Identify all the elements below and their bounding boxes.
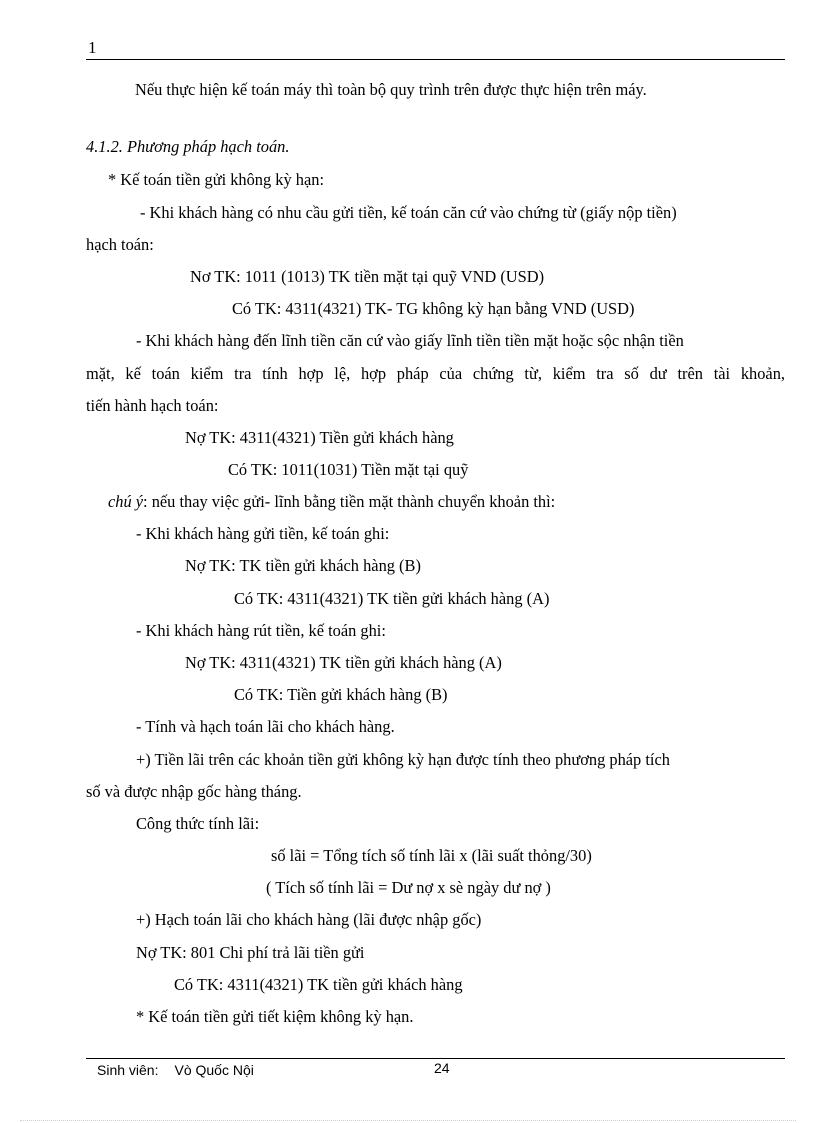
footer-page-number: 24 [434,1060,450,1076]
paragraph-line: số và được nhập gốc hàng tháng. [86,782,302,801]
paragraph-line: - Tính và hạch toán lãi cho khách hàng. [136,717,395,736]
accounting-entry-debit: Nợ TK: 4311(4321) Tiền gửi khách hàng [185,428,454,447]
paragraph-line: - Khi khách hàng đến lĩnh tiền căn cứ vào giấy lĩnh tiền tiền mặt hoặc sộc nhận tiền [136,331,684,350]
note-text: : nếu thay việc gửi- lĩnh bằng tiền mặt thành chuyển khoản thì: [143,492,556,511]
header-rule [86,59,785,60]
footer-rule [86,1058,785,1059]
paragraph-line: tiến hành hạch toán: [86,396,219,415]
page-number: 1 [88,38,97,57]
footer-student [97,1062,254,1078]
student-name: Vò Quốc Nội [174,1062,254,1078]
accounting-entry-credit: Có TK: Tiền gửi khách hàng (B) [234,685,448,704]
subsection-heading: * Kế toán tiền gửi tiết kiệm không kỳ hạn. [136,1007,414,1026]
accounting-entry-credit: Có TK: 4311(4321) TK- TG không kỳ hạn bằng VND (USD) [232,299,635,318]
formula-line: số lãi = Tổng tích số tính lãi x (lãi suất thỏng/30) [271,846,592,865]
accounting-entry-debit: Nơ TK: 1011 (1013) TK tiền mặt tại quỹ VND (USD) [190,267,545,286]
paragraph-line: Nếu thực hiện kế toán máy thì toàn bộ quy trình trên được thực hiện trên máy. [135,80,647,99]
paragraph-line: hạch toán: [86,235,154,254]
formula-line: ( Tích số tính lãi = Dư nợ x sè ngày dư nợ ) [266,878,551,897]
paragraph-line: - Khi khách hàng rút tiền, kế toán ghi: [136,621,386,640]
accounting-entry-credit: Có TK: 4311(4321) TK tiền gửi khách hàng [174,975,463,994]
section-heading: 4.1.2. Phương pháp hạch toán. [86,137,290,156]
paragraph-line: mặt, kế toán kiểm tra tính hợp lệ, hợp pháp của chứng từ, kiểm tra số dư trên tài khoản, [86,364,785,383]
paragraph-line: - Khi khách hàng gửi tiền, kế toán ghi: [136,524,390,543]
accounting-entry-debit: Nợ TK: 801 Chi phí trả lãi tiền gửi [136,943,365,962]
student-label: Sinh viên: [97,1062,159,1078]
note-line [108,492,555,512]
accounting-entry-credit: Có TK: 1011(1031) Tiền mặt tại quỹ [228,460,469,479]
paragraph-line: +) Tiền lãi trên các khoản tiền gửi không kỳ hạn được tính theo phương pháp tích [136,750,670,769]
paragraph-line: Công thức tính lãi: [136,814,260,833]
paragraph-line: +) Hạch toán lãi cho khách hàng (lãi được nhập gốc) [136,910,482,929]
note-label: chú ý [108,492,144,511]
accounting-entry-credit: Có TK: 4311(4321) TK tiền gửi khách hàng (A) [234,589,550,608]
accounting-entry-debit: Nợ TK: TK tiền gửi khách hàng (B) [185,556,421,575]
accounting-entry-debit: Nợ TK: 4311(4321) TK tiền gửi khách hàng (A) [185,653,502,672]
page-bottom-border [20,1120,796,1121]
paragraph-line: - Khi khách hàng có nhu cầu gửi tiền, kế toán căn cứ vào chứng từ (giấy nộp tiền) [140,203,677,222]
subsection-heading: * Kế toán tiền gửi không kỳ hạn: [108,170,325,189]
